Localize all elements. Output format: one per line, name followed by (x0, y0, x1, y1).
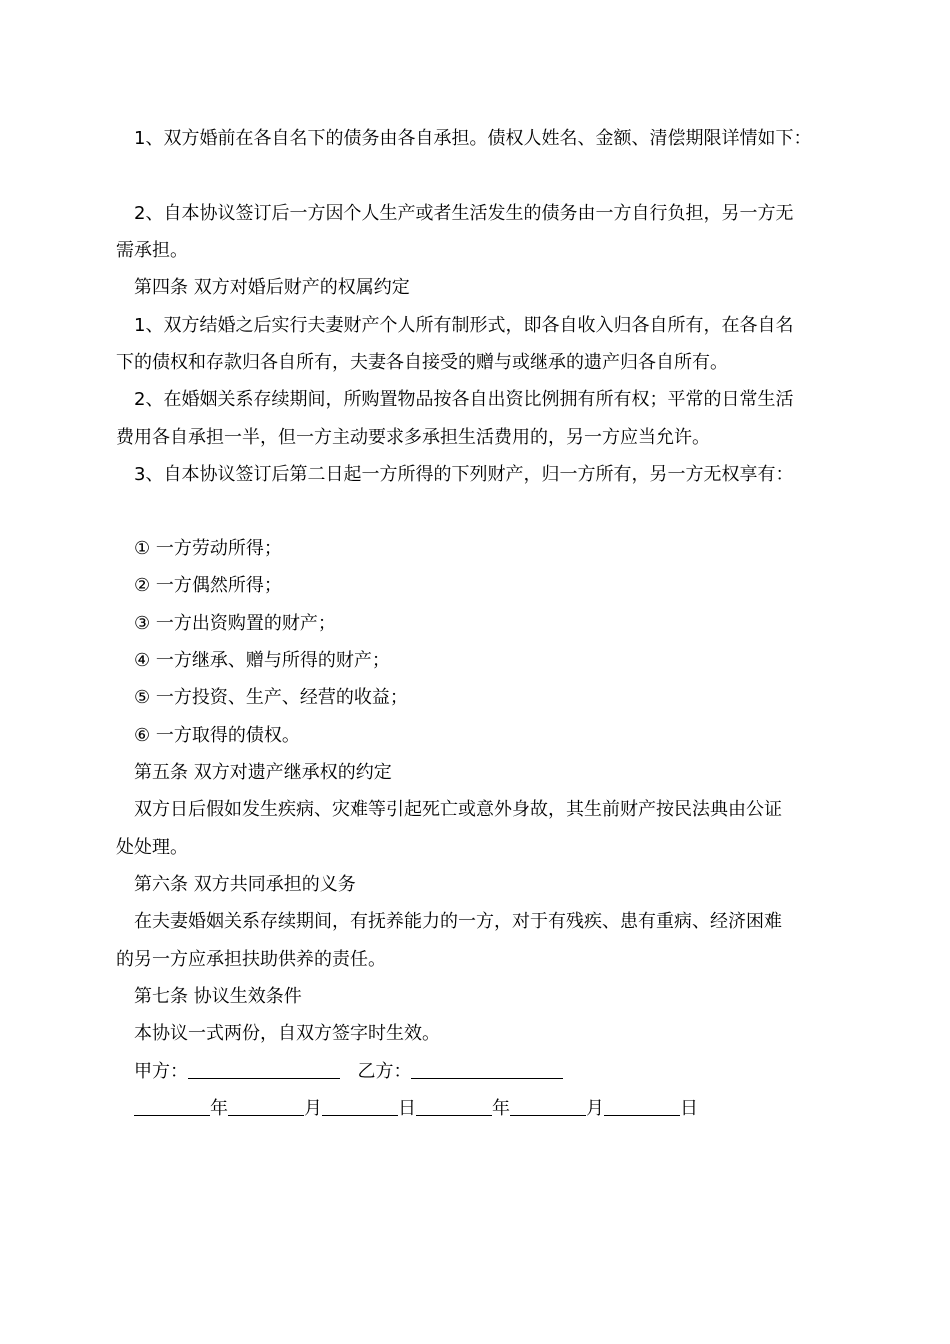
list-item-4: ④ 一方继承、赠与所得的财产； (134, 650, 390, 671)
year-label: 年 (210, 1098, 228, 1119)
clause-3-item-1: 1、双方婚前在各自名下的债务由各自承担。债权人姓名、金额、清偿期限详情如下： (134, 128, 812, 149)
party-b-month-field[interactable] (510, 1099, 586, 1116)
day-label: 日 (680, 1098, 698, 1119)
article-5-body-cont: 处处理。 (116, 837, 188, 858)
clause-4-item-1-cont: 下的债权和存款归各自所有，夫妻各自接受的赠与或继承的遗产归各自所有。 (116, 352, 728, 373)
signature-line (134, 1061, 846, 1083)
article-5-body: 双方日后假如发生疾病、灾难等引起死亡或意外身故，其生前财产按民法典由公证 (134, 799, 782, 820)
article-4-heading: 第四条 双方对婚后财产的权属约定 (134, 277, 410, 298)
article-7-body: 本协议一式两份，自双方签字时生效。 (134, 1023, 440, 1044)
clause-4-item-1: 1、双方结婚之后实行夫妻财产个人所有制形式，即各自收入归各自所有，在各自名 (134, 315, 794, 336)
article-6-heading: 第六条 双方共同承担的义务 (134, 874, 356, 895)
clause-4-item-3: 3、自本协议签订后第二日起一方所得的下列财产，归一方所有，另一方无权享有： (134, 464, 794, 485)
party-b-label: 乙方： (357, 1061, 412, 1082)
list-item-6: ⑥ 一方取得的债权。 (134, 725, 300, 746)
article-7-heading: 第七条 协议生效条件 (134, 986, 302, 1007)
article-6-body: 在夫妻婚姻关系存续期间，有抚养能力的一方，对于有残疾、患有重病、经济困难 (134, 911, 782, 932)
party-b-day-field[interactable] (604, 1099, 680, 1116)
party-b-year-field[interactable] (416, 1099, 492, 1116)
month-label: 月 (586, 1098, 604, 1119)
party-a-year-field[interactable] (134, 1099, 210, 1116)
list-item-5: ⑤ 一方投资、生产、经营的收益； (134, 687, 408, 708)
year-label: 年 (492, 1098, 510, 1119)
party-a-month-field[interactable] (228, 1099, 304, 1116)
list-item-1: ① 一方劳动所得； (134, 538, 282, 559)
party-a-label: 甲方： (134, 1061, 188, 1082)
clause-4-item-2: 2、在婚姻关系存续期间，所购置物品按各自出资比例拥有所有权；平常的日常生活 (134, 389, 794, 410)
party-a-day-field[interactable] (322, 1099, 398, 1116)
list-item-3: ③ 一方出资购置的财产； (134, 613, 336, 634)
clause-4-item-2-cont: 费用各自承担一半，但一方主动要求多承担生活费用的，另一方应当允许。 (116, 427, 710, 448)
clause-3-item-2-cont: 需承担。 (116, 240, 188, 261)
clause-3-item-2: 2、自本协议签订后一方因个人生产或者生活发生的债务由一方自行负担，另一方无 (134, 203, 794, 224)
party-b-signature-field[interactable] (411, 1062, 563, 1079)
date-line (134, 1098, 846, 1120)
party-a-signature-field[interactable] (188, 1062, 340, 1079)
day-label: 日 (398, 1098, 416, 1119)
list-item-2: ② 一方偶然所得； (134, 575, 282, 596)
article-5-heading: 第五条 双方对遗产继承权的约定 (134, 762, 392, 783)
month-label: 月 (304, 1098, 322, 1119)
article-6-body-cont: 的另一方应承担扶助供养的责任。 (116, 949, 386, 970)
